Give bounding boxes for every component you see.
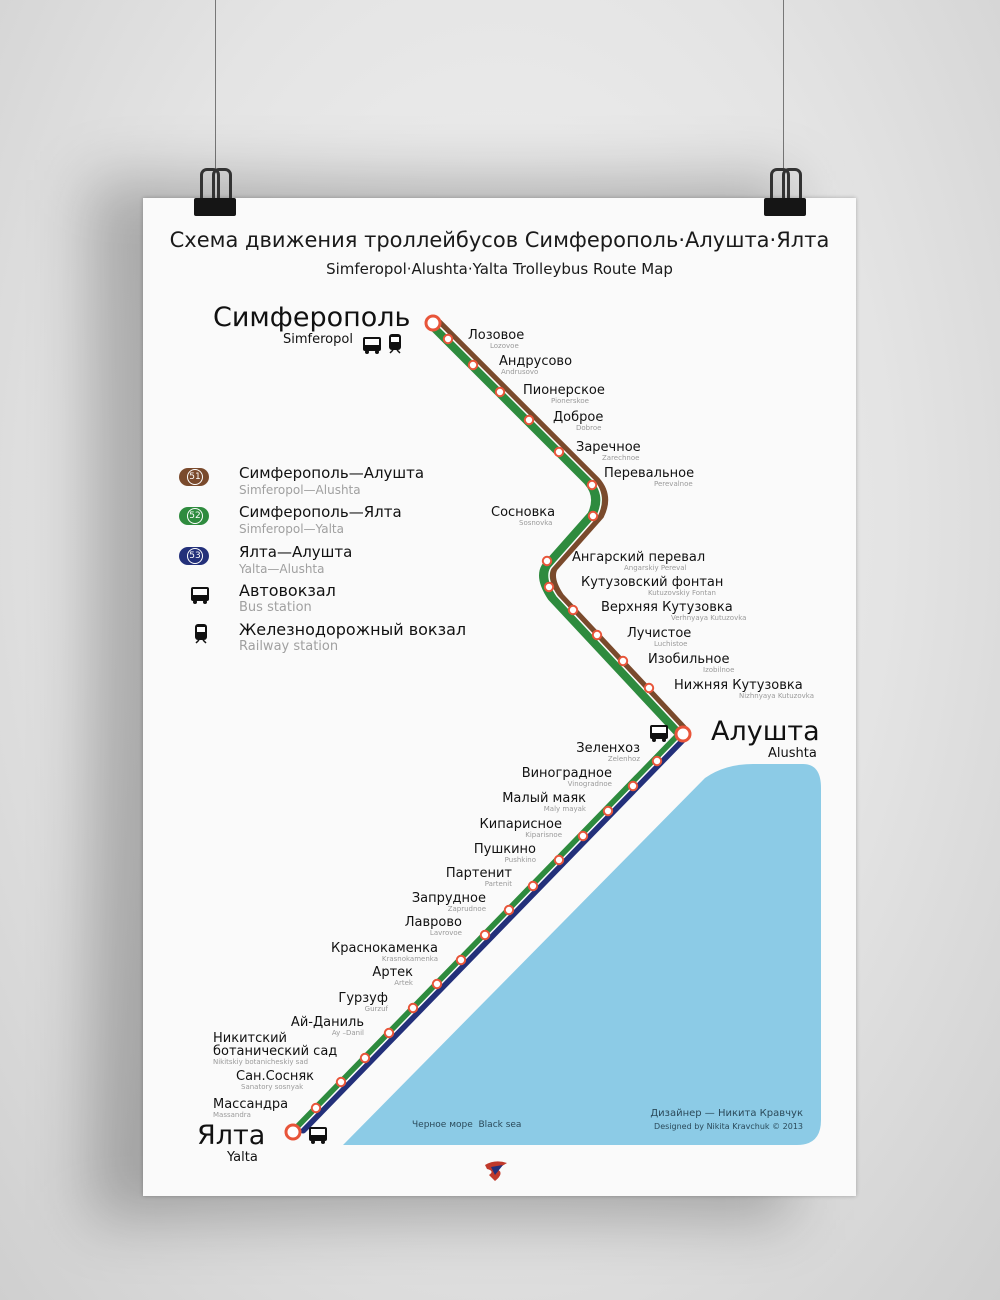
station-label: Массандра Massandra: [213, 1097, 289, 1119]
station-dot: [525, 416, 533, 424]
station-label: Нижняя Кутузовка Nizhnyaya Kutuzovka: [674, 678, 814, 700]
station-label: Ангарский перевал Angarskiy Pereval: [572, 550, 706, 572]
station-label: Доброе Dobroe: [553, 410, 604, 432]
station-label: Ай-Даниль Ay –Danil: [290, 1015, 364, 1037]
terminal-simferopol: Симферополь Simferopol: [213, 302, 411, 347]
station-dot: [545, 583, 553, 591]
hanging-wire-right: [783, 0, 784, 170]
simferopol-terminal: [426, 316, 440, 330]
station-dot: [569, 606, 577, 614]
station-label: Краснокаменка Krasnokamenka: [331, 941, 438, 963]
station-dot: [604, 807, 612, 815]
station-dot: [337, 1078, 345, 1086]
station-dot: [543, 557, 551, 565]
poster: Схема движения троллейбусов Симферополь·Алушта·Ялта Simferopol·Alushta·Yalta Trolleybus Route Map Симферополь Simferopol Алушта Alushta Ялта Yalta Лозовое Lozovoe Андрусово Andrusovo Пионерское Pionerskoe Доброе Dobroe Заречное Zarechnoe Перевальное Perevalnoe Сосновка Sosnovka Ангарский перевал Angarskiy Pereval Кутузовский фонтан Kutuzovskiy Fontan Верхняя Кутузовка Verhnyaya Kutuzovka Лучистое Luchistoe Изобильное Izobilnoe Нижняя Кутузовка Nizhnyaya Kutuzovka Зеленхоз Zelenhoz Виноградное Vinogradnoe Малый маяк Maly mayak Кипарисное Kiparisnoe Пушкино Pushkino Партенит Partenit Запрудное Zaprudnoe Лаврово Lavrovoe Краснокаменка Krasnokamenka Артек Artek Гурзуф Gurzuf Ай-Даниль Ay –Danil Никитский ботанический сад Nikitskiy botanicheskiy sad Сан.Сосняк Sanatory sosnyak Массандра Massandra 51 Симферополь—Алушта Simferopol—Alushta 52 Симферополь—Ялта Simferopol—Yalta 53 Ялта—Алушта Yalta—Alushta Автовокзал Bus station Железнодорожный вокзал Railway station Черное море Black sea Дизайнер — Никита Кравчук Designed by Nikita Kravchuk © 2013: [143, 198, 856, 1196]
station-dot: [619, 657, 627, 665]
station-dot: [444, 335, 452, 343]
station-label: Лучистое Luchistoe: [627, 626, 692, 648]
station-dot: [312, 1104, 320, 1112]
station-dot: [555, 448, 563, 456]
station-label: Кипарисное Kiparisnoe: [479, 817, 562, 839]
station-label: Пионерское Pionerskoe: [523, 383, 605, 405]
sea-label: Черное море Black sea: [412, 1120, 522, 1130]
station-dot: [645, 684, 653, 692]
station-label: Перевальное Perevalnoe: [604, 466, 695, 488]
station-label: Заречное Zarechnoe: [576, 440, 641, 462]
station-label: Гурзуф Gurzuf: [338, 991, 388, 1013]
station-label: Лаврово Lavrovoe: [404, 915, 462, 937]
station-dot: [385, 1029, 393, 1037]
station-dot: [593, 631, 601, 639]
station-dot: [653, 757, 661, 765]
terminal-alushta: Алушта Alushta: [711, 716, 820, 761]
station-dot: [555, 856, 563, 864]
station-label: Запрудное Zaprudnoe: [411, 891, 486, 913]
station-dot: [409, 1004, 417, 1012]
station-label: Сан.Сосняк Sanatory sosnyak: [236, 1069, 315, 1091]
station-label: Артек Artek: [372, 965, 413, 987]
station-dot: [588, 481, 596, 489]
terminal-yalta: Ялта Yalta: [197, 1120, 266, 1165]
station-label: Пушкино Pushkino: [473, 842, 536, 864]
station-dot: [469, 361, 477, 369]
station-label: Малый маяк Maly mayak: [502, 791, 586, 813]
station-label: Лозовое Lozovoe: [468, 328, 525, 350]
legend-bus-icon: [191, 587, 209, 604]
station-label: Верхняя Кутузовка Verhnyaya Kutuzovka: [601, 600, 747, 622]
station-label: Зеленхоз Zelenhoz: [576, 741, 640, 763]
station-label: Сосновка Sosnovka: [491, 505, 556, 527]
station-label: Кутузовский фонтан Kutuzovskiy Fontan: [581, 575, 724, 597]
station-label: Партенит Partenit: [445, 866, 512, 888]
station-dot: [629, 782, 637, 790]
logo-icon: [485, 1161, 507, 1181]
legend-train-icon: [195, 624, 207, 643]
alushta-terminal: [676, 727, 690, 741]
yalta-bus-icon: [309, 1127, 327, 1144]
station-dot: [481, 931, 489, 939]
alushta-bus-icon: [650, 725, 668, 742]
station-label: Виноградное Vinogradnoe: [521, 766, 612, 788]
station-dot: [529, 882, 537, 890]
station-dot: [589, 512, 597, 520]
station-label: Изобильное Izobilnoe: [648, 652, 735, 674]
station-dot: [505, 906, 513, 914]
hanging-wire-left: [215, 0, 216, 170]
station-dot: [361, 1054, 369, 1062]
station-label: Андрусово Andrusovo: [499, 354, 573, 376]
station-dot: [457, 956, 465, 964]
designer-credit: Дизайнер — Никита Кравчук: [650, 1108, 803, 1119]
station-dot: [496, 388, 504, 396]
map-title: Схема движения троллейбусов Симферополь·Алушта·Ялта: [169, 228, 830, 252]
binder-clip-right: [764, 168, 806, 216]
map-subtitle: Simferopol·Alushta·Yalta Trolleybus Route Map: [326, 260, 673, 278]
binder-clip-left: [194, 168, 236, 216]
station-dot: [433, 980, 441, 988]
station-dot: [579, 832, 587, 840]
designed-by-credit: Designed by Nikita Kravchuk © 2013: [654, 1122, 803, 1131]
yalta-terminal: [286, 1125, 300, 1139]
station-label: Никитский ботанический сад Nikitskiy botanicheskiy sad: [213, 1031, 338, 1066]
